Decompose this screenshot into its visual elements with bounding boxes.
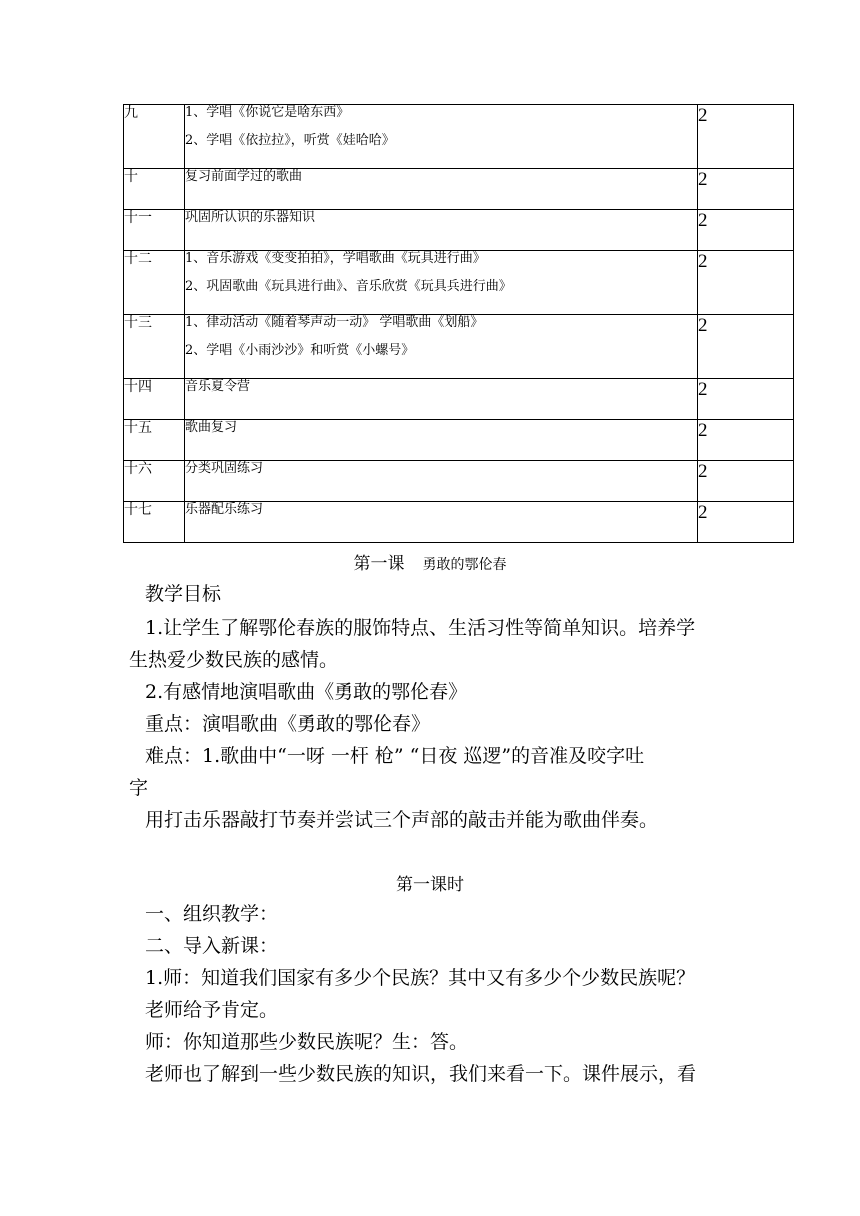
hours-cell: 2 (698, 379, 794, 420)
key-point: 重点：演唱歌曲《勇敢的鄂伦春》 (145, 713, 431, 735)
step-1: 一、组织教学： (145, 903, 279, 925)
week-cell: 九 (124, 105, 185, 169)
hours-cell: 2 (698, 251, 794, 315)
content-line: 复习前面学过的歌曲 (185, 169, 303, 184)
table-row (124, 502, 794, 543)
content-line: 巩固所认识的乐器知识 (185, 210, 316, 225)
hours-cell: 2 (698, 461, 794, 502)
table-row (124, 379, 794, 420)
content-line: 2、巩固歌曲《玩具进行曲》、音乐欣赏《玩具兵进行曲》 (185, 279, 512, 294)
content-line: 音乐夏令营 (185, 379, 251, 394)
table-row (124, 420, 794, 461)
week-cell: 十 (124, 169, 185, 210)
question-2: 师：你知道那些少数民族呢？生：答。 (145, 1031, 469, 1053)
week-cell: 十四 (124, 379, 185, 420)
week-cell: 十一 (124, 210, 185, 251)
difficulty-extra: 用打击乐器敲打节奏并尝试三个声部的敲击并能为歌曲伴奏。 (145, 809, 659, 831)
content-line: 分类巩固练习 (185, 461, 264, 476)
table-row (124, 169, 794, 210)
content-line: 歌曲复习 (185, 420, 238, 435)
difficulty-line-1: 难点：1.歌曲中“一呀 一杆 枪” “日夜 巡逻”的音准及咬字吐 (145, 745, 645, 767)
table-row (124, 315, 794, 379)
content-cell (185, 461, 698, 502)
hours-cell: 2 (698, 502, 794, 543)
table-row (124, 210, 794, 251)
hours-cell: 2 (698, 315, 794, 379)
week-cell: 十七 (124, 502, 185, 543)
hours-cell: 2 (698, 420, 794, 461)
table-row (124, 461, 794, 502)
content-line: 2、学唱《依拉拉》，听赏《娃哈哈》 (185, 133, 395, 148)
lesson-title-main: 第一课 (353, 554, 405, 574)
week-cell: 十六 (124, 461, 185, 502)
question-3: 老师也了解到一些少数民族的知识，我们来看一下。课件展示，看 (145, 1063, 697, 1085)
content-cell (185, 502, 698, 543)
content-line: 乐器配乐练习 (185, 502, 264, 517)
content-cell (185, 420, 698, 461)
content-cell (185, 251, 698, 315)
lesson-title (0, 553, 860, 576)
schedule-table (123, 104, 794, 543)
step-2: 二、导入新课： (145, 935, 279, 957)
content-cell (185, 379, 698, 420)
content-cell (185, 105, 698, 169)
content-line: 1、音乐游戏《变变拍拍》，学唱歌曲《玩具进行曲》 (185, 251, 486, 266)
hours-cell: 2 (698, 210, 794, 251)
week-cell: 十二 (124, 251, 185, 315)
lesson-title-sub: 勇敢的鄂伦春 (422, 557, 507, 573)
goals-heading: 教学目标 (145, 583, 222, 605)
content-cell (185, 169, 698, 210)
content-cell (185, 315, 698, 379)
table-row (124, 105, 794, 169)
difficulty-line-2: 字 (129, 777, 149, 799)
content-cell (185, 210, 698, 251)
content-line: 1、学唱《你说它是啥东西》 (185, 105, 350, 120)
week-cell: 十五 (124, 420, 185, 461)
question-1-followup: 老师给予肯定。 (145, 999, 279, 1021)
hours-cell: 2 (698, 169, 794, 210)
goal-2: 2.有感情地演唱歌曲《勇敢的鄂伦春》 (145, 681, 468, 703)
week-cell: 十三 (124, 315, 185, 379)
content-line: 1、律动活动《随着琴声动一动》 学唱歌曲《划船》 (185, 315, 484, 330)
content-line: 2、学唱《小雨沙沙》和听赏《小螺号》 (185, 343, 415, 358)
table-row (124, 251, 794, 315)
goal-1-line-1: 1.让学生了解鄂伦春族的服饰特点、生活习性等简单知识。培养学 (145, 617, 696, 639)
hours-cell: 2 (698, 105, 794, 169)
question-1: 1.师：知道我们国家有多少个民族？其中又有多少个少数民族呢？ (145, 967, 696, 989)
period-title: 第一课时 (396, 875, 464, 895)
goal-1-line-2: 生热爱少数民族的感情。 (129, 649, 339, 671)
